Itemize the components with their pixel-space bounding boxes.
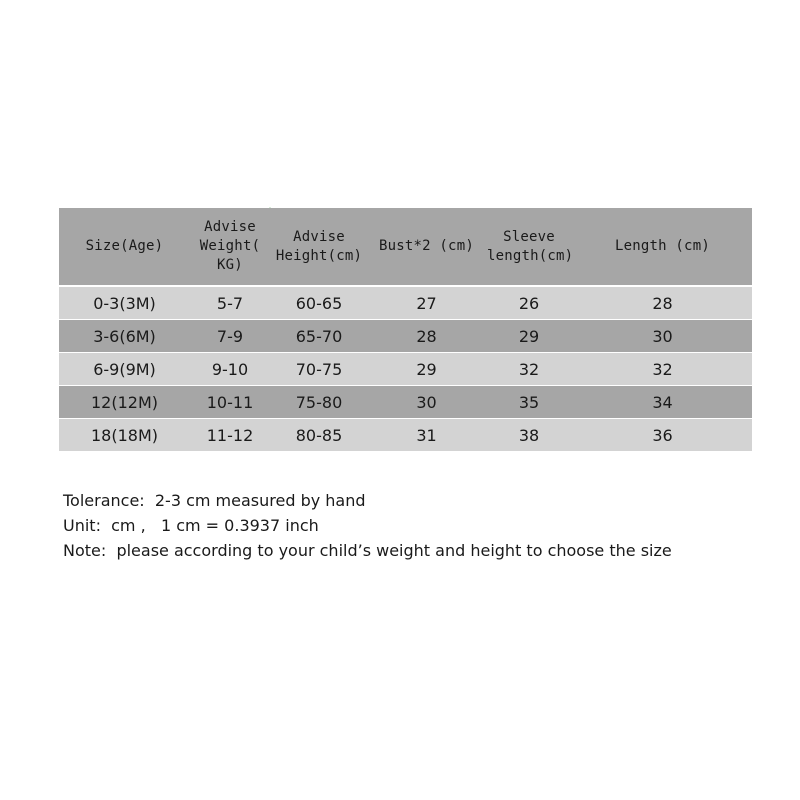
header-advise-weight: Advise Weight( KG) bbox=[190, 208, 270, 286]
cell-bust: 29 bbox=[368, 353, 485, 386]
table-row bbox=[59, 320, 752, 353]
cell-height: 60-65 bbox=[270, 286, 368, 320]
cell-size: 6-9(9M) bbox=[59, 353, 190, 386]
size-chart-table bbox=[59, 208, 752, 451]
cell-length: 34 bbox=[573, 386, 752, 419]
cell-size: 0-3(3M) bbox=[59, 286, 190, 320]
cell-length: 36 bbox=[573, 419, 752, 452]
cell-size: 18(18M) bbox=[59, 419, 190, 452]
cell-size: 12(12M) bbox=[59, 386, 190, 419]
cell-weight: 10-11 bbox=[190, 386, 270, 419]
cell-bust: 31 bbox=[368, 419, 485, 452]
table-row bbox=[59, 386, 752, 419]
general-note: Note: please according to your child’s weight and height to choose the size bbox=[63, 541, 672, 560]
table-row bbox=[59, 419, 752, 452]
cell-sleeve: 32 bbox=[485, 353, 573, 386]
header-size-age: Size(Age) bbox=[59, 208, 190, 286]
table-row bbox=[59, 353, 752, 386]
cell-sleeve: 26 bbox=[485, 286, 573, 320]
cell-length: 32 bbox=[573, 353, 752, 386]
cell-bust: 28 bbox=[368, 320, 485, 353]
size-notes bbox=[63, 488, 672, 563]
cell-bust: 27 bbox=[368, 286, 485, 320]
cell-sleeve: 35 bbox=[485, 386, 573, 419]
cell-sleeve: 38 bbox=[485, 419, 573, 452]
table-row bbox=[59, 286, 752, 320]
table-header-row bbox=[59, 208, 752, 286]
cell-weight: 5-7 bbox=[190, 286, 270, 320]
tolerance-note: Tolerance: 2-3 cm measured by hand bbox=[63, 491, 366, 510]
cell-sleeve: 29 bbox=[485, 320, 573, 353]
cell-length: 28 bbox=[573, 286, 752, 320]
cell-height: 75-80 bbox=[270, 386, 368, 419]
header-bust: Bust*2 (cm) bbox=[368, 208, 485, 286]
cell-height: 80-85 bbox=[270, 419, 368, 452]
cell-weight: 7-9 bbox=[190, 320, 270, 353]
cell-length: 30 bbox=[573, 320, 752, 353]
header-length: Length (cm) bbox=[573, 208, 752, 286]
header-sleeve-length: Sleeve length(cm) bbox=[485, 208, 573, 286]
cell-height: 65-70 bbox=[270, 320, 368, 353]
unit-note: Unit: cm , 1 cm = 0.3937 inch bbox=[63, 516, 319, 535]
cell-bust: 30 bbox=[368, 386, 485, 419]
cell-weight: 9-10 bbox=[190, 353, 270, 386]
cell-size: 3-6(6M) bbox=[59, 320, 190, 353]
cell-weight: 11-12 bbox=[190, 419, 270, 452]
header-advise-height: Advise Height(cm) bbox=[270, 208, 368, 286]
cell-height: 70-75 bbox=[270, 353, 368, 386]
